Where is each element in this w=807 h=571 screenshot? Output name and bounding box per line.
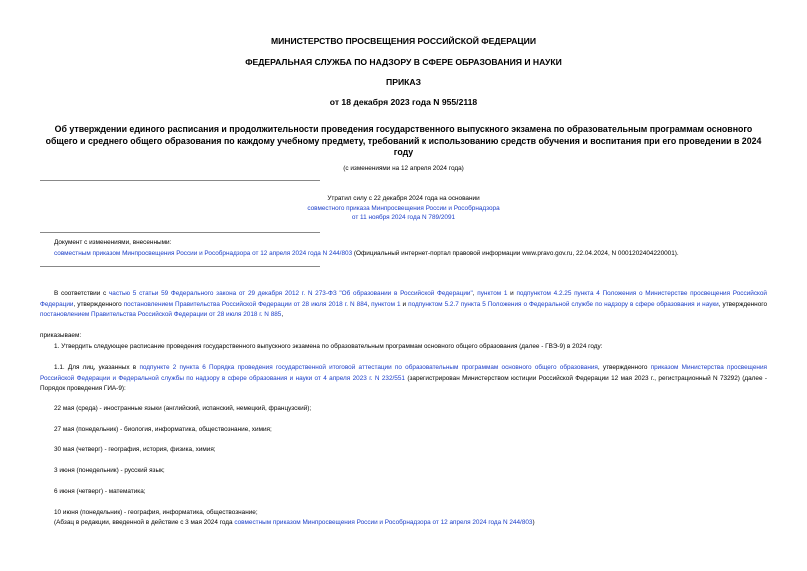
preamble-text: В соответствии с (54, 290, 109, 297)
divider (40, 180, 320, 181)
expired-line: Утратил силу с 22 декабря 2024 года на основании (327, 195, 480, 202)
divider (40, 266, 320, 267)
law-273-link[interactable]: частью 5 статьи 59 Федерального закона от 29 декабря 2012 г. N 273-ФЗ "Об образовании в Российской Федерации" (108, 290, 473, 297)
expired-link-1[interactable]: совместного приказа Минпросвещения России и Рособрнадзора (307, 204, 500, 212)
decree-884-link[interactable]: постановлением Правительства Российской Федерации от 28 июля 2018 г. N 884 (123, 300, 368, 308)
preamble-text: , (281, 311, 284, 318)
point-1-link[interactable]: пунктом 1 (477, 290, 508, 297)
footnote-link[interactable]: совместным приказом Минпросвещения России и Рособрнадзора от 12 апреля 2024 года N 244/803 (234, 519, 533, 526)
service-heading: ФЕДЕРАЛЬНАЯ СЛУЖБА ПО НАДЗОРУ В СФЕРЕ ОБРАЗОВАНИЯ И НАУКИ (245, 57, 562, 67)
schedule-item: 3 июня (понедельник) - русский язык; (54, 467, 165, 474)
decree-885-link[interactable]: постановлением Правительства Российской Федерации от 28 июля 2018 г. N 885 (40, 311, 282, 318)
amend-block (54, 238, 774, 259)
ministry-heading: МИНИСТЕРСТВО ПРОСВЕЩЕНИЯ РОССИЙСКОЙ ФЕДЕРАЦИИ (270, 36, 537, 46)
item-1: 1. Утвердить следующее расписание проведения государственного выпускного экзамена по образовательным программам основного общего образования (далее - ГВЭ-9) в 2024 году: (54, 343, 603, 350)
footnote-text: ) (532, 519, 535, 526)
item-1-1 (40, 363, 767, 395)
amend-label: Документ с изменениями, внесенными: (54, 239, 172, 246)
preamble-text: , утвержденного (73, 300, 124, 308)
preamble-text: и (507, 290, 517, 297)
item-text: 1.1. Для лиц, указанных в (54, 364, 140, 371)
expired-note (0, 194, 807, 223)
preamble-text: и (400, 300, 409, 308)
doc-type: ПРИКАЗ (386, 77, 421, 87)
date-number: от 18 декабря 2023 года N 955/2118 (329, 97, 478, 107)
schedule-item: 27 мая (понедельник) - биология, информатика, обществознание, химия; (54, 426, 272, 433)
schedule-item: 6 июня (четверг) - математика; (54, 488, 146, 495)
point-1-link-2[interactable]: пунктом 1 (371, 300, 401, 308)
amend-source: (Официальный интернет-портал правовой информации www.pravo.gov.ru, 22.04.2024, N 0001202404220001). (352, 249, 679, 257)
preamble-text: , утвержденного (718, 300, 768, 308)
document-title: Об утверждении единого расписания и продолжительности проведения государственного выпускного экзамена по образовательным программам основного общего и среднего общего образования по каждому учебному предмету, требований к использованию средств обучения и воспитания при его проведении в 2024 году (45, 124, 762, 157)
item-text: (зарегистрирован Министерством юстиции Российской Федерации 12 мая 2023 г., регистрационный N 73292) (далее - Порядок проведения ГИА-9): (40, 374, 767, 392)
footnote-text: (Абзац в редакции, введенной в действие с 3 мая 2024 года (54, 519, 235, 526)
divider (40, 232, 320, 233)
changes-note: (с изменениями на 12 апреля 2024 года) (343, 165, 464, 172)
expired-link-2[interactable]: от 11 ноября 2024 года N 789/2091 (351, 214, 456, 221)
preamble (40, 289, 767, 321)
footnote (54, 518, 774, 529)
service-regulation-link[interactable]: подпунктом 5.2.7 пункта 5 Положения о Федеральной службе по надзору в сфере образования и науки (408, 300, 719, 308)
schedule-item: 10 июня (понедельник) - география, информатика, обществознание; (54, 509, 258, 516)
preamble-text: , (472, 290, 478, 297)
schedule-item: 22 мая (среда) - иностранные языки (английский, испанский, немецкий, французский); (54, 405, 312, 412)
order-word: приказываем: (40, 332, 82, 339)
schedule-item: 30 мая (четверг) - география, история, физика, химия; (54, 446, 216, 453)
amend-link[interactable]: совместным приказом Минпросвещения России и Рособрнадзора от 12 апреля 2024 года N 244/803 (54, 249, 353, 257)
order-232-link[interactable]: приказом Министерства просвещения Российской Федерации и Федеральной службы по надзору в сфере образования и науки от 4 апреля 2023 г. N 232/551 (40, 364, 767, 382)
item-text: , утвержденного (597, 364, 651, 371)
ministry-regulation-link[interactable]: подпунктом 4.2.25 пункта 4 Положения о Министерстве просвещения Российской Федерации (40, 290, 768, 308)
preamble-text: , (367, 300, 372, 308)
gia-procedure-link[interactable]: подпункте 2 пункта 6 Порядка проведения государственной итоговой аттестации по образовательным программам основного общего образования (139, 364, 598, 371)
